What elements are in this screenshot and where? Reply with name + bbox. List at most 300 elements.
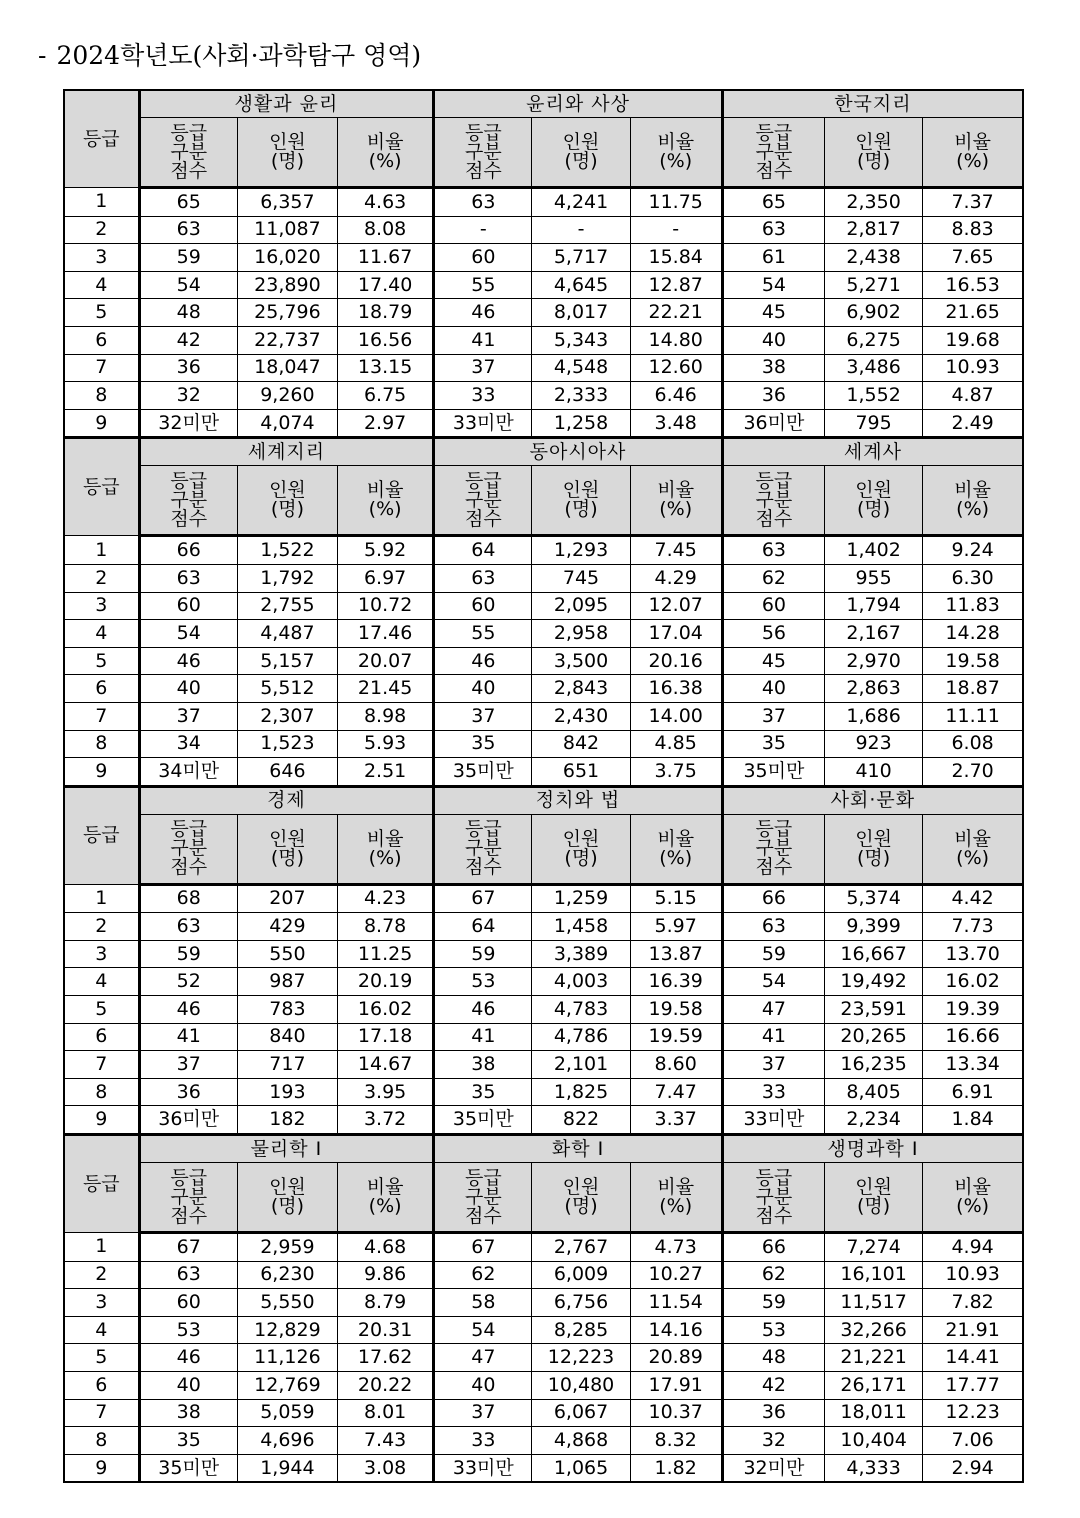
cut-score-cell: 46 bbox=[434, 299, 532, 327]
ratio-cell: 11.83 bbox=[923, 592, 1023, 620]
ratio-cell: 18.79 bbox=[338, 299, 434, 327]
cut-score-cell: 63 bbox=[722, 216, 824, 244]
table-row bbox=[64, 564, 1023, 592]
cut-score-cell: 54 bbox=[722, 968, 824, 996]
cut-score-cell: 35미만 bbox=[139, 1454, 237, 1482]
ratio-cell: 7.43 bbox=[338, 1427, 434, 1455]
cut-score-cell: 65 bbox=[139, 188, 237, 217]
ratio-cell: 16.66 bbox=[923, 1023, 1023, 1051]
count-cell: 4,783 bbox=[532, 996, 630, 1024]
ratio-cell: 4.42 bbox=[923, 884, 1023, 913]
cut-score-cell: 38 bbox=[139, 1399, 237, 1427]
ratio-cell: 7.47 bbox=[630, 1078, 722, 1106]
grade-cell: 2 bbox=[64, 216, 139, 244]
count-cell: 2,843 bbox=[532, 675, 630, 703]
count-cell: 5,512 bbox=[237, 675, 337, 703]
ratio-cell: 15.84 bbox=[630, 244, 722, 272]
grade-cell: 7 bbox=[64, 1051, 139, 1079]
table-row bbox=[64, 1233, 1023, 1262]
count-cell: 745 bbox=[532, 564, 630, 592]
count-header: 인원 (명) bbox=[532, 1163, 630, 1233]
table-row bbox=[64, 536, 1023, 565]
cut-score-cell: 63 bbox=[139, 564, 237, 592]
count-cell: 651 bbox=[532, 758, 630, 787]
ratio-cell: 8.60 bbox=[630, 1051, 722, 1079]
count-cell: 12,769 bbox=[237, 1372, 337, 1400]
cut-score-cell: 46 bbox=[139, 996, 237, 1024]
cut-score-header: 등급 구분 점수 bbox=[434, 466, 532, 536]
table-row bbox=[64, 884, 1023, 913]
cut-score-cell: 32미만 bbox=[139, 409, 237, 438]
cut-score-cell: 47 bbox=[722, 996, 824, 1024]
cut-score-cell: 59 bbox=[722, 1289, 824, 1317]
count-cell: 8,405 bbox=[825, 1078, 923, 1106]
table-row bbox=[64, 1372, 1023, 1400]
cut-score-cell: 37 bbox=[139, 1051, 237, 1079]
count-cell: 1,825 bbox=[532, 1078, 630, 1106]
cut-score-cell: 32 bbox=[722, 1427, 824, 1455]
cut-score-cell: - bbox=[434, 216, 532, 244]
table-row bbox=[64, 913, 1023, 941]
count-cell: 795 bbox=[825, 409, 923, 438]
table-row bbox=[64, 1399, 1023, 1427]
grade-header: 등급 bbox=[64, 90, 139, 188]
cut-score-cell: 41 bbox=[139, 1023, 237, 1051]
ratio-cell: 7.65 bbox=[923, 244, 1023, 272]
cut-score-cell: 33 bbox=[434, 382, 532, 410]
cut-score-cell: 35 bbox=[722, 730, 824, 758]
grade-cell: 3 bbox=[64, 244, 139, 272]
count-cell: 32,266 bbox=[825, 1316, 923, 1344]
ratio-cell: 12.87 bbox=[630, 271, 722, 299]
grade-cell: 9 bbox=[64, 1106, 139, 1135]
ratio-cell: 12.07 bbox=[630, 592, 722, 620]
table-row bbox=[64, 1289, 1023, 1317]
count-cell: 4,786 bbox=[532, 1023, 630, 1051]
count-cell: 20,265 bbox=[825, 1023, 923, 1051]
ratio-cell: 6.91 bbox=[923, 1078, 1023, 1106]
grade-cell: 4 bbox=[64, 1316, 139, 1344]
grade-cell: 8 bbox=[64, 1078, 139, 1106]
count-header: 인원 (명) bbox=[532, 814, 630, 884]
ratio-cell: 10.37 bbox=[630, 1399, 722, 1427]
count-cell: 207 bbox=[237, 884, 337, 913]
ratio-cell: 10.72 bbox=[338, 592, 434, 620]
ratio-cell: 18.87 bbox=[923, 675, 1023, 703]
count-cell: 6,009 bbox=[532, 1261, 630, 1289]
count-cell: 18,047 bbox=[237, 354, 337, 382]
cut-score-cell: 36 bbox=[139, 1078, 237, 1106]
ratio-cell: 3.48 bbox=[630, 409, 722, 438]
ratio-cell: 10.93 bbox=[923, 1261, 1023, 1289]
grade-cell: 1 bbox=[64, 1233, 139, 1262]
cut-score-cell: 46 bbox=[139, 647, 237, 675]
ratio-cell: 2.70 bbox=[923, 758, 1023, 787]
count-header: 인원 (명) bbox=[532, 118, 630, 188]
ratio-cell: 17.04 bbox=[630, 620, 722, 648]
count-cell: 16,667 bbox=[825, 940, 923, 968]
count-cell: 193 bbox=[237, 1078, 337, 1106]
ratio-header: 비율 (%) bbox=[630, 814, 722, 884]
count-cell: 10,404 bbox=[825, 1427, 923, 1455]
cut-score-cell: 46 bbox=[434, 647, 532, 675]
ratio-cell: 11.54 bbox=[630, 1289, 722, 1317]
grade-cell: 7 bbox=[64, 1399, 139, 1427]
table-row bbox=[64, 382, 1023, 410]
subject-header-row bbox=[64, 90, 1023, 118]
count-cell: 842 bbox=[532, 730, 630, 758]
ratio-cell: 11.11 bbox=[923, 702, 1023, 730]
cut-score-cell: 54 bbox=[722, 271, 824, 299]
cut-score-cell: 63 bbox=[434, 188, 532, 217]
table-row bbox=[64, 326, 1023, 354]
cut-score-cell: 45 bbox=[722, 299, 824, 327]
ratio-cell: 14.28 bbox=[923, 620, 1023, 648]
count-cell: 429 bbox=[237, 913, 337, 941]
ratio-cell: 7.82 bbox=[923, 1289, 1023, 1317]
grade-cell: 1 bbox=[64, 536, 139, 565]
count-cell: 4,645 bbox=[532, 271, 630, 299]
count-cell: 3,500 bbox=[532, 647, 630, 675]
ratio-cell: 8.83 bbox=[923, 216, 1023, 244]
cut-score-cell: 41 bbox=[722, 1023, 824, 1051]
grade-cell: 4 bbox=[64, 271, 139, 299]
table-row bbox=[64, 1023, 1023, 1051]
ratio-cell: 4.73 bbox=[630, 1233, 722, 1262]
count-cell: 16,020 bbox=[237, 244, 337, 272]
cut-score-header: 등급 구분 점수 bbox=[722, 118, 824, 188]
count-cell: 1,522 bbox=[237, 536, 337, 565]
count-header: 인원 (명) bbox=[532, 466, 630, 536]
ratio-cell: 5.92 bbox=[338, 536, 434, 565]
table-row bbox=[64, 1261, 1023, 1289]
cut-score-cell: 36 bbox=[139, 354, 237, 382]
subheader-row bbox=[64, 466, 1023, 536]
count-cell: 10,480 bbox=[532, 1372, 630, 1400]
table-row bbox=[64, 592, 1023, 620]
grade-cell: 5 bbox=[64, 299, 139, 327]
ratio-cell: 21.45 bbox=[338, 675, 434, 703]
count-cell: 1,944 bbox=[237, 1454, 337, 1482]
ratio-cell: 8.98 bbox=[338, 702, 434, 730]
table-row bbox=[64, 216, 1023, 244]
cut-score-cell: 53 bbox=[722, 1316, 824, 1344]
cut-score-header: 등급 구분 점수 bbox=[722, 466, 824, 536]
subject-name: 화학 Ⅰ bbox=[434, 1135, 723, 1163]
ratio-cell: 19.59 bbox=[630, 1023, 722, 1051]
cut-score-cell: 63 bbox=[722, 913, 824, 941]
ratio-cell: 1.84 bbox=[923, 1106, 1023, 1135]
grade-cell: 7 bbox=[64, 702, 139, 730]
ratio-cell: 8.01 bbox=[338, 1399, 434, 1427]
subject-name: 정치와 법 bbox=[434, 786, 723, 814]
count-cell: 8,285 bbox=[532, 1316, 630, 1344]
grade-cell: 6 bbox=[64, 326, 139, 354]
cut-score-cell: 59 bbox=[139, 940, 237, 968]
grade-cell: 2 bbox=[64, 913, 139, 941]
cut-score-cell: 36미만 bbox=[139, 1106, 237, 1135]
ratio-header: 비율 (%) bbox=[338, 1163, 434, 1233]
count-cell: 5,717 bbox=[532, 244, 630, 272]
count-cell: 1,293 bbox=[532, 536, 630, 565]
ratio-cell: 8.32 bbox=[630, 1427, 722, 1455]
grade-cell: 3 bbox=[64, 940, 139, 968]
count-cell: 5,343 bbox=[532, 326, 630, 354]
cut-score-cell: 65 bbox=[722, 188, 824, 217]
table-row bbox=[64, 647, 1023, 675]
ratio-header: 비율 (%) bbox=[923, 1163, 1023, 1233]
ratio-cell: 20.19 bbox=[338, 968, 434, 996]
grade-cell: 2 bbox=[64, 1261, 139, 1289]
cut-score-cell: 33미만 bbox=[722, 1106, 824, 1135]
cut-score-cell: 40 bbox=[434, 1372, 532, 1400]
count-cell: 26,171 bbox=[825, 1372, 923, 1400]
count-cell: 25,796 bbox=[237, 299, 337, 327]
cut-score-cell: 63 bbox=[139, 216, 237, 244]
grade-cell: 6 bbox=[64, 1372, 139, 1400]
subject-header-row bbox=[64, 438, 1023, 466]
ratio-cell: 17.18 bbox=[338, 1023, 434, 1051]
count-cell: 1,686 bbox=[825, 702, 923, 730]
subheader-row bbox=[64, 814, 1023, 884]
count-cell: 2,863 bbox=[825, 675, 923, 703]
count-cell: 4,548 bbox=[532, 354, 630, 382]
subject-header-row bbox=[64, 1135, 1023, 1163]
count-cell: 182 bbox=[237, 1106, 337, 1135]
cut-score-cell: 54 bbox=[139, 620, 237, 648]
cut-score-cell: 56 bbox=[722, 620, 824, 648]
cut-score-cell: 59 bbox=[722, 940, 824, 968]
ratio-header: 비율 (%) bbox=[630, 1163, 722, 1233]
count-cell: 4,487 bbox=[237, 620, 337, 648]
subject-name: 세계지리 bbox=[139, 438, 434, 466]
ratio-cell: 16.02 bbox=[338, 996, 434, 1024]
cut-score-cell: 62 bbox=[722, 564, 824, 592]
cut-score-cell: 55 bbox=[434, 271, 532, 299]
ratio-cell: 20.22 bbox=[338, 1372, 434, 1400]
count-cell: 2,307 bbox=[237, 702, 337, 730]
grade-cell: 4 bbox=[64, 968, 139, 996]
cut-score-cell: 61 bbox=[722, 244, 824, 272]
count-cell: 7,274 bbox=[825, 1233, 923, 1262]
grade-cell: 1 bbox=[64, 884, 139, 913]
ratio-cell: 2.94 bbox=[923, 1454, 1023, 1482]
cut-score-cell: 46 bbox=[434, 996, 532, 1024]
table-row bbox=[64, 758, 1023, 787]
cut-score-cell: 38 bbox=[722, 354, 824, 382]
grade-cell: 6 bbox=[64, 1023, 139, 1051]
count-cell: 1,258 bbox=[532, 409, 630, 438]
cut-score-cell: 41 bbox=[434, 1023, 532, 1051]
table-row bbox=[64, 1454, 1023, 1482]
count-cell: 4,868 bbox=[532, 1427, 630, 1455]
cut-score-cell: 35미만 bbox=[434, 1106, 532, 1135]
cut-score-header: 등급 구분 점수 bbox=[139, 466, 237, 536]
ratio-cell: 17.77 bbox=[923, 1372, 1023, 1400]
count-cell: 21,221 bbox=[825, 1344, 923, 1372]
count-cell: 11,087 bbox=[237, 216, 337, 244]
ratio-cell: 4.87 bbox=[923, 382, 1023, 410]
cut-score-cell: 64 bbox=[434, 913, 532, 941]
count-cell: 16,235 bbox=[825, 1051, 923, 1079]
cut-score-cell: 63 bbox=[434, 564, 532, 592]
ratio-cell: 12.60 bbox=[630, 354, 722, 382]
table-row bbox=[64, 299, 1023, 327]
grade-cell: 9 bbox=[64, 409, 139, 438]
count-cell: 6,756 bbox=[532, 1289, 630, 1317]
grade-cell: 5 bbox=[64, 647, 139, 675]
count-cell: 6,230 bbox=[237, 1261, 337, 1289]
ratio-cell: 7.45 bbox=[630, 536, 722, 565]
ratio-cell: 11.25 bbox=[338, 940, 434, 968]
cut-score-cell: 47 bbox=[434, 1344, 532, 1372]
cut-score-cell: 63 bbox=[139, 1261, 237, 1289]
cut-score-cell: 40 bbox=[434, 675, 532, 703]
count-cell: 2,438 bbox=[825, 244, 923, 272]
count-cell: 410 bbox=[825, 758, 923, 787]
count-cell: 4,003 bbox=[532, 968, 630, 996]
ratio-cell: 7.06 bbox=[923, 1427, 1023, 1455]
ratio-cell: 9.24 bbox=[923, 536, 1023, 565]
count-header: 인원 (명) bbox=[237, 814, 337, 884]
cut-score-header: 등급 구분 점수 bbox=[434, 814, 532, 884]
cut-score-cell: 48 bbox=[722, 1344, 824, 1372]
count-cell: 23,591 bbox=[825, 996, 923, 1024]
count-cell: 1,402 bbox=[825, 536, 923, 565]
cut-score-cell: 67 bbox=[139, 1233, 237, 1262]
count-cell: 1,794 bbox=[825, 592, 923, 620]
cut-score-cell: 34미만 bbox=[139, 758, 237, 787]
ratio-header: 비율 (%) bbox=[338, 118, 434, 188]
ratio-cell: 16.53 bbox=[923, 271, 1023, 299]
cut-score-cell: 40 bbox=[722, 675, 824, 703]
table-row bbox=[64, 1344, 1023, 1372]
count-cell: 550 bbox=[237, 940, 337, 968]
page-title bbox=[38, 36, 421, 72]
count-cell: 2,333 bbox=[532, 382, 630, 410]
subject-name: 동아시아사 bbox=[434, 438, 723, 466]
grade-header: 등급 bbox=[64, 786, 139, 884]
cut-score-cell: 36 bbox=[722, 1399, 824, 1427]
count-cell: 18,011 bbox=[825, 1399, 923, 1427]
subheader-row bbox=[64, 1163, 1023, 1233]
count-cell: 4,696 bbox=[237, 1427, 337, 1455]
count-cell: 1,552 bbox=[825, 382, 923, 410]
count-header: 인원 (명) bbox=[237, 1163, 337, 1233]
count-cell: - bbox=[532, 216, 630, 244]
cut-score-cell: 53 bbox=[139, 1316, 237, 1344]
count-cell: 717 bbox=[237, 1051, 337, 1079]
cut-score-cell: 67 bbox=[434, 884, 532, 913]
count-cell: 840 bbox=[237, 1023, 337, 1051]
ratio-header: 비율 (%) bbox=[630, 466, 722, 536]
cut-score-cell: 60 bbox=[139, 592, 237, 620]
count-cell: 1,792 bbox=[237, 564, 337, 592]
ratio-cell: 3.95 bbox=[338, 1078, 434, 1106]
cut-score-cell: 40 bbox=[139, 675, 237, 703]
cut-score-cell: 66 bbox=[722, 1233, 824, 1262]
cut-score-cell: 55 bbox=[434, 620, 532, 648]
count-cell: 4,333 bbox=[825, 1454, 923, 1482]
subject-header-row bbox=[64, 786, 1023, 814]
cut-score-cell: 48 bbox=[139, 299, 237, 327]
ratio-cell: 3.37 bbox=[630, 1106, 722, 1135]
cut-score-cell: 32 bbox=[139, 382, 237, 410]
ratio-cell: 3.72 bbox=[338, 1106, 434, 1135]
ratio-cell: 7.73 bbox=[923, 913, 1023, 941]
grade-cell: 9 bbox=[64, 1454, 139, 1482]
cut-score-cell: 34 bbox=[139, 730, 237, 758]
subheader-row bbox=[64, 118, 1023, 188]
cut-score-cell: 60 bbox=[434, 592, 532, 620]
table-row bbox=[64, 1316, 1023, 1344]
subject-name: 세계사 bbox=[722, 438, 1023, 466]
ratio-cell: 14.67 bbox=[338, 1051, 434, 1079]
count-cell: 1,259 bbox=[532, 884, 630, 913]
cut-score-cell: 52 bbox=[139, 968, 237, 996]
ratio-cell: 17.46 bbox=[338, 620, 434, 648]
count-cell: 19,492 bbox=[825, 968, 923, 996]
cut-score-cell: 33미만 bbox=[434, 409, 532, 438]
ratio-cell: 5.97 bbox=[630, 913, 722, 941]
grade-cell: 1 bbox=[64, 188, 139, 217]
ratio-cell: 14.00 bbox=[630, 702, 722, 730]
count-cell: 12,829 bbox=[237, 1316, 337, 1344]
ratio-cell: 2.51 bbox=[338, 758, 434, 787]
ratio-cell: 8.08 bbox=[338, 216, 434, 244]
count-cell: 9,260 bbox=[237, 382, 337, 410]
count-cell: 11,126 bbox=[237, 1344, 337, 1372]
count-cell: 783 bbox=[237, 996, 337, 1024]
ratio-cell: 2.97 bbox=[338, 409, 434, 438]
ratio-cell: 16.02 bbox=[923, 968, 1023, 996]
grade-cell: 2 bbox=[64, 564, 139, 592]
ratio-header: 비율 (%) bbox=[923, 814, 1023, 884]
cut-score-cell: 35미만 bbox=[722, 758, 824, 787]
count-cell: 12,223 bbox=[532, 1344, 630, 1372]
grade-header: 등급 bbox=[64, 438, 139, 536]
ratio-cell: 4.68 bbox=[338, 1233, 434, 1262]
table-row bbox=[64, 675, 1023, 703]
cut-score-header: 등급 구분 점수 bbox=[139, 814, 237, 884]
cut-score-cell: 33 bbox=[434, 1427, 532, 1455]
ratio-cell: 13.15 bbox=[338, 354, 434, 382]
cut-score-header: 등급 구분 점수 bbox=[722, 1163, 824, 1233]
cut-score-cell: 37 bbox=[722, 1051, 824, 1079]
ratio-cell: 5.15 bbox=[630, 884, 722, 913]
table-body bbox=[64, 90, 1023, 1482]
cut-score-cell: 58 bbox=[434, 1289, 532, 1317]
ratio-cell: 6.08 bbox=[923, 730, 1023, 758]
ratio-cell: 9.86 bbox=[338, 1261, 434, 1289]
cut-score-cell: 54 bbox=[139, 271, 237, 299]
subject-name: 생명과학 Ⅰ bbox=[722, 1135, 1023, 1163]
ratio-cell: 14.80 bbox=[630, 326, 722, 354]
count-header: 인원 (명) bbox=[237, 466, 337, 536]
ratio-cell: 4.85 bbox=[630, 730, 722, 758]
ratio-cell: 20.07 bbox=[338, 647, 434, 675]
count-cell: 6,357 bbox=[237, 188, 337, 217]
grade-cell: 7 bbox=[64, 354, 139, 382]
count-cell: 2,767 bbox=[532, 1233, 630, 1262]
cut-score-cell: 66 bbox=[722, 884, 824, 913]
grade-cell: 3 bbox=[64, 1289, 139, 1317]
ratio-cell: - bbox=[630, 216, 722, 244]
cut-score-cell: 36미만 bbox=[722, 409, 824, 438]
count-cell: 2,101 bbox=[532, 1051, 630, 1079]
ratio-cell: 17.40 bbox=[338, 271, 434, 299]
table-row bbox=[64, 730, 1023, 758]
